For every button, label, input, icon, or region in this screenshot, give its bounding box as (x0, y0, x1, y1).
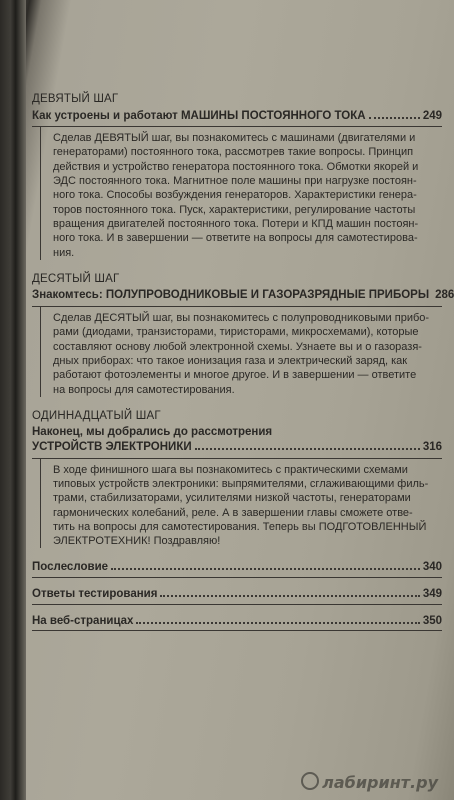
text-line: типовых устройств электроники: выпрямителями, сглаживающими филь- (53, 477, 429, 490)
page-number: 286 (435, 289, 454, 302)
step-title: ДЕСЯТЫЙ ШАГ (32, 272, 120, 285)
step-subtitle: Как устроены и работают МАШИНЫ ПОСТОЯННОГО ТОКА (32, 109, 366, 122)
entry-label: На веб-страницах (32, 614, 134, 627)
text-line: работают фотоэлементы и многое другое. И в завершении — ответите (53, 369, 417, 382)
page-number: 350 (422, 614, 442, 627)
text-line: ния. (53, 246, 75, 259)
page-number: 249 (422, 109, 442, 122)
step-subtitle-line: Наконец, мы добрались до рассмотрения (32, 426, 273, 439)
text-line: дных приборах: что такое ионизация газа и электрический заряд, как (53, 354, 408, 367)
toc-entry-web-pages (32, 614, 442, 632)
page-number: 349 (422, 587, 442, 600)
step-description (40, 307, 442, 397)
leader-dots (195, 448, 420, 450)
toc-step-nine (32, 92, 442, 260)
text-line: генераторами) постоянного тока, рассмотрев такие вопросы. Принцип (53, 146, 414, 159)
watermark (301, 772, 438, 792)
leader-dots (160, 595, 419, 597)
final-entries (32, 560, 442, 631)
leader-dots (136, 622, 419, 624)
entry-label: Ответы тестирования (32, 587, 158, 600)
text-line: Сделав ДЕВЯТЫЙ шаг, вы познакомитесь с машинами (двигателями и (53, 132, 416, 145)
text-line: действия и устройство генератора постоянного тока. Обмотки якорей и (53, 160, 419, 173)
text-line: тить на вопросы для самотестирования. Теперь вы ПОДГОТОВЛЕННЫЙ (53, 520, 427, 533)
toc-entry-semiconductors (32, 288, 454, 307)
step-title: ОДИННАДЦАТЫЙ ШАГ (32, 409, 161, 422)
text-line: гармонических колебаний, реле. А в завершении главы сможете отве- (53, 506, 413, 519)
text-line: торов постоянного тока. Пуск, характеристики, регулирование частоты (53, 203, 416, 216)
book-spine-edge (0, 0, 26, 800)
step-description (40, 127, 442, 260)
toc-entry-dc-machines (32, 109, 442, 128)
toc-entry-electronics (32, 440, 442, 459)
text-line: трами, стабилизаторами, усилителями низкой частоты, генераторами (53, 492, 411, 505)
text-line: ного тока. Способы возбуждения генераторов. Характеристики генера- (53, 189, 417, 202)
toc-step-ten (32, 272, 454, 397)
text-line: вращения двигателей постоянного тока. Потери и КПД машин постоян- (53, 217, 419, 230)
text-line: Сделав ДЕСЯТЫЙ шаг, вы познакомитесь с полупроводниковыми прибо- (53, 312, 430, 325)
step-description (40, 459, 442, 549)
text-line: на вопросы для самотестирования. (53, 383, 235, 396)
page-number: 340 (422, 561, 442, 574)
table-of-contents (32, 92, 454, 640)
leader-dots (111, 568, 420, 570)
toc-step-eleven (32, 409, 442, 549)
page-number: 316 (422, 441, 442, 454)
step-subtitle: УСТРОЙСТВ ЭЛЕКТРОНИКИ (32, 441, 192, 454)
entry-label: Послесловие (32, 561, 109, 574)
text-line: В ходе финишного шага вы познакомитесь с практическими схемами (53, 463, 408, 476)
text-line: ЭДС постоянного тока. Магнитное поле машины при нагрузке постоян- (53, 175, 417, 188)
text-line: рами (диодами, транзисторами, тиристорами, микросхемами), которые (53, 326, 419, 339)
toc-entry-afterword (32, 560, 442, 578)
watermark-text: лабиринт.ру (322, 773, 438, 792)
text-line: составляют основу любой электронной схемы. Узнаете вы и о газоразя- (53, 340, 422, 353)
step-subtitle: Знакомтесь: ПОЛУПРОВОДНИКОВЫЕ И ГАЗОРАЗРЯДНЫЕ ПРИБОРЫ (32, 289, 430, 302)
step-title: ДЕВЯТЫЙ ШАГ (32, 93, 119, 105)
toc-entry-test-answers (32, 587, 442, 605)
labirint-logo-icon (301, 772, 319, 790)
leader-dots (369, 117, 420, 119)
text-line: ного тока. И в завершении — ответите на вопросы для самотестирова- (53, 232, 418, 245)
text-line: ЭЛЕКТРОТЕХНИК! Поздравляю! (53, 535, 221, 548)
